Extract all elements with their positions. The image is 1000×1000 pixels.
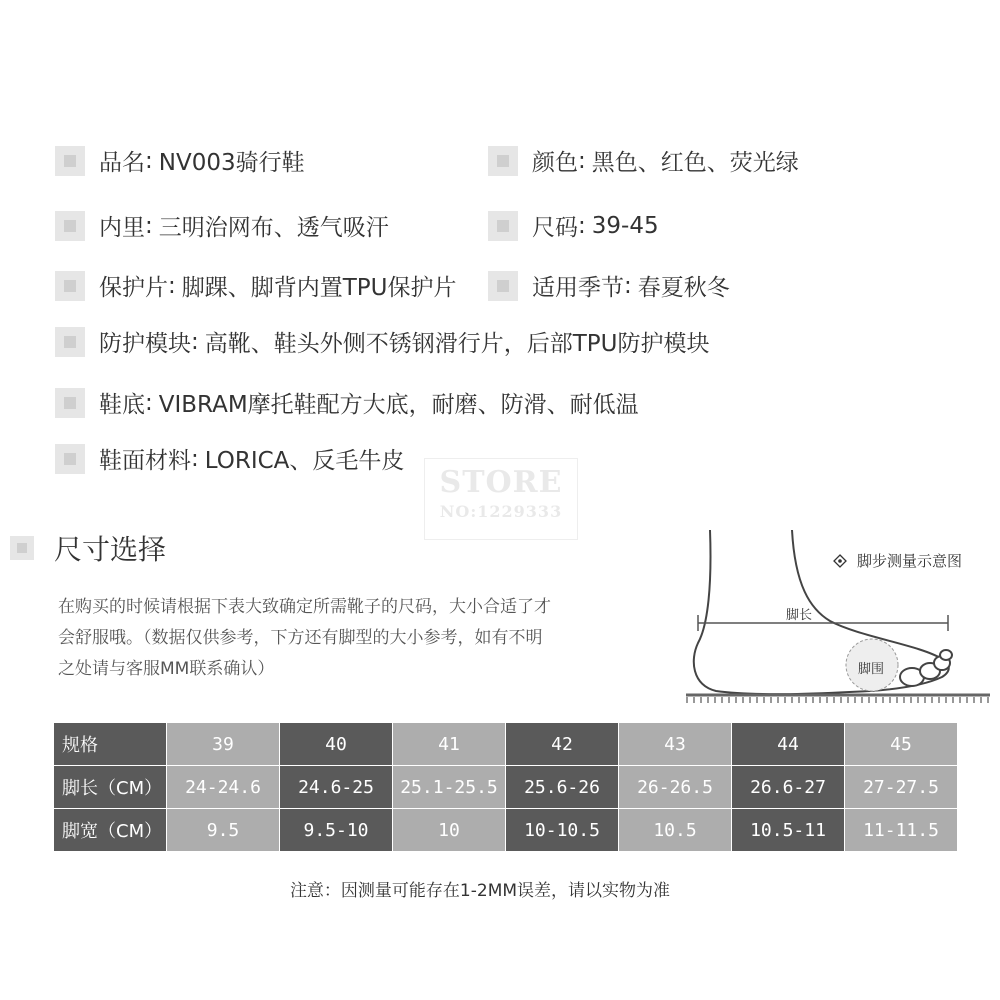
spec-item-sole — [55, 386, 639, 419]
bullet-icon — [488, 271, 518, 301]
table-cell: 25.6-26 — [506, 766, 619, 809]
table-cell: 10.5 — [619, 809, 732, 852]
spec-value: 39-45 — [591, 212, 659, 239]
table-cell: 24.6-25 — [280, 766, 393, 809]
spec-value: NV003骑行鞋 — [158, 150, 305, 176]
row-header-size: 规格 — [54, 723, 167, 766]
spec-value: 高靴、鞋头外侧不锈钢滑行片，后部TPU防护模块 — [204, 331, 710, 357]
row-header-foot-width: 脚宽（CM） — [54, 809, 167, 852]
measurement-note: 注意：因测量可能存在1-2MM误差，请以实物为准 — [289, 881, 671, 901]
spec-separator: : — [624, 272, 632, 299]
intro-line: 在购买的时候请根据下表大致确定所需靴子的尺码，大小合适了才 — [58, 597, 551, 617]
intro-line: 之处请与客服MM联系确认） — [58, 659, 275, 679]
spec-label: 适用季节 — [532, 275, 624, 301]
table-cell: 9.5 — [167, 809, 280, 852]
toe-shape — [940, 650, 952, 660]
spec-separator: : — [191, 328, 199, 355]
bullet-icon — [55, 211, 85, 241]
table-cell: 45 — [845, 723, 958, 766]
spec-value: VIBRAM摩托鞋配方大底，耐磨、防滑、耐低温 — [158, 392, 639, 418]
table-cell: 27-27.5 — [845, 766, 958, 809]
spec-item-protector — [55, 269, 457, 302]
spec-value: 春夏秋冬 — [637, 275, 730, 301]
foot-width-label: 脚围 — [858, 662, 885, 677]
row-header-foot-length: 脚长（CM） — [54, 766, 167, 809]
spec-item-color — [488, 144, 799, 177]
table-cell: 9.5-10 — [280, 809, 393, 852]
spec-item-protection-module — [55, 325, 710, 358]
spec-value: 脚踝、脚背内置TPU保护片 — [181, 275, 457, 301]
table-row-size — [54, 723, 958, 766]
table-cell: 10 — [393, 809, 506, 852]
spec-label: 鞋底 — [99, 392, 145, 418]
table-cell: 26-26.5 — [619, 766, 732, 809]
spec-label: 品名 — [99, 150, 145, 176]
intro-line: 会舒服哦。（数据仅供参考，下方还有脚型的大小参考，如有不明 — [58, 628, 543, 648]
spec-label: 防护模块 — [99, 331, 191, 357]
watermark-store-number: NO:1229333 — [439, 502, 563, 521]
spec-label: 颜色 — [532, 150, 578, 176]
watermark-store-text: STORE — [439, 465, 563, 500]
spec-value: 黑色、红色、荧光绿 — [591, 150, 799, 176]
size-intro-paragraph — [58, 592, 678, 685]
table-cell: 42 — [506, 723, 619, 766]
spec-separator: : — [578, 212, 586, 239]
table-cell: 10.5-11 — [732, 809, 845, 852]
spec-label: 内里 — [99, 215, 145, 241]
spec-label: 鞋面材料 — [99, 448, 191, 474]
foot-length-label: 脚长 — [786, 608, 813, 623]
table-cell: 40 — [280, 723, 393, 766]
spec-separator: : — [578, 147, 586, 174]
table-cell: 44 — [732, 723, 845, 766]
spec-label: 保护片 — [99, 275, 168, 301]
bullet-icon — [55, 388, 85, 418]
spec-item-upper-material — [55, 442, 404, 475]
size-chart-table — [53, 722, 958, 852]
diagram-caption — [833, 550, 962, 571]
table-row-foot-width — [54, 809, 958, 852]
size-section-title — [10, 528, 166, 568]
store-watermark — [424, 458, 578, 540]
spec-separator: : — [145, 389, 153, 416]
diamond-icon — [833, 554, 847, 568]
bullet-icon — [55, 271, 85, 301]
spec-item-season — [488, 269, 730, 302]
spec-value: 三明治网布、透气吸汗 — [158, 215, 389, 241]
spec-item-size — [488, 209, 659, 242]
bullet-icon — [55, 146, 85, 176]
spec-separator: : — [168, 272, 176, 299]
bullet-icon — [10, 536, 34, 560]
table-cell: 39 — [167, 723, 280, 766]
table-row-foot-length — [54, 766, 958, 809]
bullet-icon — [55, 444, 85, 474]
spec-separator: : — [191, 445, 199, 472]
section-title-text: 尺寸选择 — [54, 533, 167, 566]
table-cell: 11-11.5 — [845, 809, 958, 852]
bullet-icon — [488, 211, 518, 241]
spec-separator: : — [145, 147, 153, 174]
table-cell: 43 — [619, 723, 732, 766]
table-cell: 41 — [393, 723, 506, 766]
table-cell: 25.1-25.5 — [393, 766, 506, 809]
spec-item-product-name — [55, 144, 305, 177]
spec-separator: : — [145, 212, 153, 239]
table-cell: 26.6-27 — [732, 766, 845, 809]
spec-item-lining — [55, 209, 389, 242]
spec-label: 尺码 — [532, 215, 578, 241]
table-cell: 10-10.5 — [506, 809, 619, 852]
spec-value: LORICA、反毛牛皮 — [204, 448, 405, 474]
table-cell: 24-24.6 — [167, 766, 280, 809]
bullet-icon — [55, 327, 85, 357]
diagram-caption-text: 脚步测量示意图 — [857, 552, 963, 570]
bullet-icon — [488, 146, 518, 176]
